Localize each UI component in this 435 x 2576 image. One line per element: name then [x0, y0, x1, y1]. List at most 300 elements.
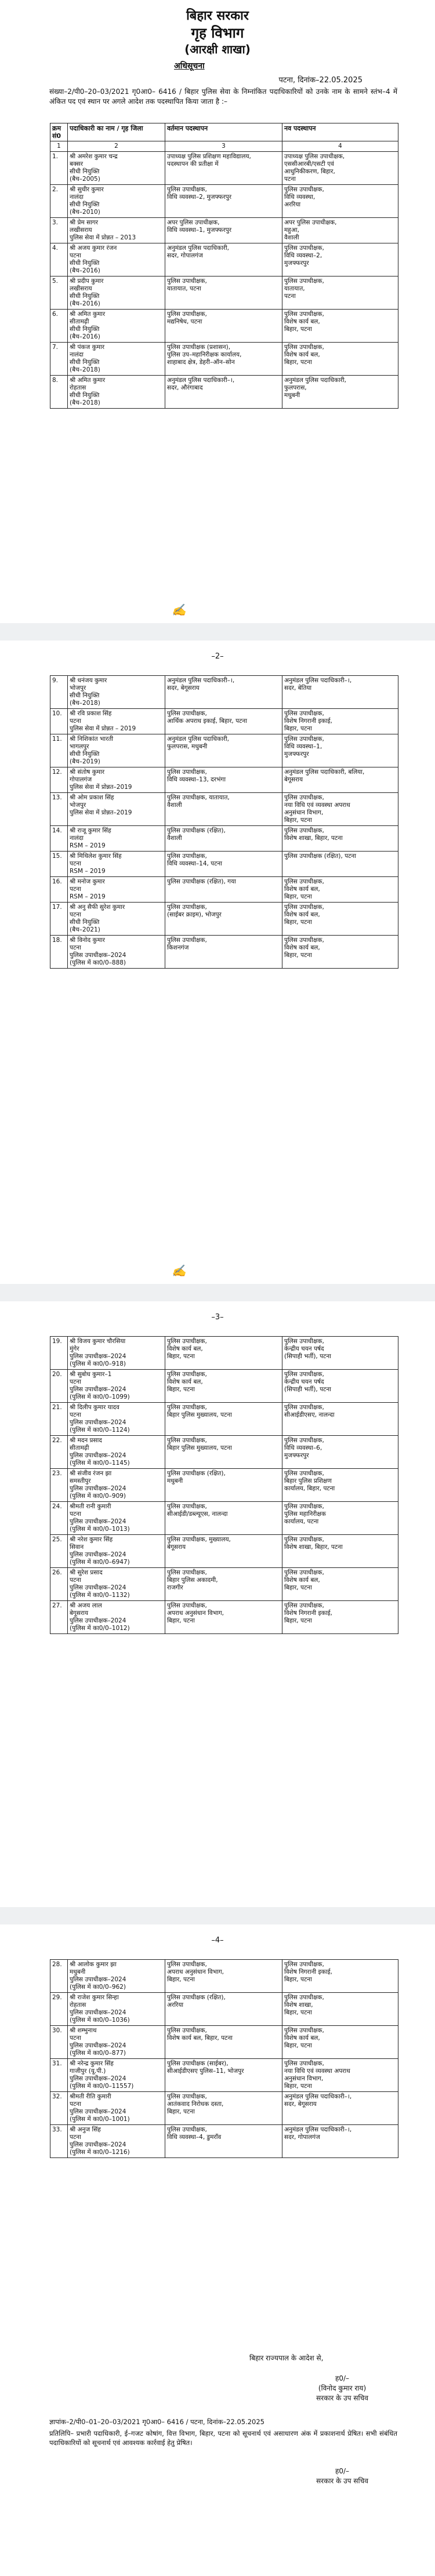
table-row	[50, 1403, 398, 1436]
govt-title: बिहार सरकार	[186, 9, 249, 23]
signature-block	[290, 2374, 394, 2403]
table-row	[50, 243, 398, 276]
cell-line: श्री आलोक कुमार झा	[70, 1961, 117, 1968]
cell-line: सीधी नियुक्ति	[70, 919, 100, 926]
cell-line: विशेष कार्य बल,	[284, 944, 320, 951]
cell-line: पुलिस महानिरीक्षक	[284, 1511, 326, 1518]
column-number: 3	[165, 141, 282, 152]
signature-mark: ह0/–	[335, 2374, 350, 2382]
date-line: पटना, दिनांक–22.05.2025	[278, 76, 362, 85]
cell-line: बिहार, पटना	[284, 952, 312, 959]
cell-line: पुलिस उपाधीक्षक (रक्षित), पटना	[284, 853, 356, 860]
cell-line: बिहार, पटना	[167, 1976, 195, 1983]
cell-line: सीधी नियुक्ति	[70, 751, 100, 758]
row-serial: 21.	[50, 1403, 68, 1436]
cell-line: पुलिस उपाधीक्षक,	[284, 311, 324, 318]
table-row	[50, 1568, 398, 1601]
cell-line: पुलिस उपाधीक्षक,	[167, 1404, 207, 1411]
officer-name-cell	[68, 1469, 165, 1502]
posting-table-page-4	[50, 1959, 398, 2158]
cell-line: बिहार पुलिस मुख्यालय, पटना	[167, 1411, 232, 1418]
current-posting-cell	[165, 826, 282, 852]
current-posting-cell	[165, 1601, 282, 1634]
header-sn: क्रम सं0	[50, 123, 68, 141]
table-row	[50, 276, 398, 310]
cell-line: अपराध अनुसंधान विभाग,	[167, 1969, 224, 1975]
cell-line: विशेष निगरानी इकाई,	[284, 1969, 332, 1975]
new-posting-cell	[282, 877, 398, 903]
cell-line: (पुलिस में का0/0–1099)	[70, 1393, 130, 1400]
row-serial: 16.	[50, 877, 68, 903]
new-posting-cell	[282, 2059, 398, 2092]
initials-mark: ✍	[172, 603, 186, 617]
new-posting-cell	[282, 936, 398, 969]
row-serial: 3.	[50, 218, 68, 243]
cell-line: (पुलिस में का0/0–1012)	[70, 1625, 130, 1632]
cell-line: शाहाबाद क्षेत्र, डेहरी–ऑन–सोन	[167, 359, 235, 366]
cell-line: विधि व्यवस्था–1, मुजफ्फरपुर	[167, 227, 232, 234]
cell-line: अनुमंडल पुलिस पदाधिकारी–।,	[284, 2093, 352, 2100]
current-posting-cell	[165, 343, 282, 376]
cell-line: (पुलिस में का0/0–6947)	[70, 1559, 130, 1566]
cell-line: पुलिस उपाधीक्षक,	[167, 278, 207, 285]
row-serial: 28.	[50, 1960, 68, 1993]
posting-table-page-1	[50, 123, 398, 409]
table-row	[50, 1370, 398, 1403]
officer-name-cell	[68, 877, 165, 903]
cell-line: सदर, बेगूसराय	[284, 2101, 317, 2108]
cell-line: विशेष कार्य बल,	[284, 351, 320, 358]
cell-line: मुजफ्फरपुर	[284, 1452, 309, 1459]
cell-line: वैशाली	[167, 802, 182, 809]
officer-name-cell	[68, 936, 165, 969]
cell-line: कार्यालय, बिहार, पटना	[284, 1485, 335, 1492]
cell-line: किशनगंज	[167, 944, 189, 951]
row-serial: 13.	[50, 793, 68, 826]
cell-line: सिवान	[70, 1544, 84, 1551]
cell-line: श्री राजू कुमार सिंह	[70, 827, 111, 834]
table-row	[50, 1960, 398, 1993]
table-row	[50, 376, 398, 409]
page-number: –4–	[211, 1936, 224, 1945]
cell-line: श्री अजय लाल	[70, 1602, 102, 1609]
table-row	[50, 877, 398, 903]
cell-line: विधि व्यवस्था–1,	[284, 743, 322, 750]
cell-line: पुलिस उपाधीक्षक,	[284, 736, 324, 743]
cell-line: पुलिस उपाधीक्षक,	[167, 1602, 207, 1609]
current-posting-cell	[165, 2092, 282, 2125]
column-number-row	[50, 141, 398, 152]
cell-line: विशेष कार्य बल,	[167, 1378, 203, 1385]
cell-line: (बैच–2005)	[70, 176, 100, 183]
cell-line: श्रीमती रीति कुमारी	[70, 2093, 111, 2100]
cell-line: विशेष कार्य बल,	[284, 318, 320, 325]
cell-line: पुलिस उपाधीक्षक,	[167, 1961, 207, 1968]
cell-line: बिहार, पटना	[167, 1353, 195, 1360]
cell-line: पुलिस उपाधीक्षक,	[167, 853, 207, 860]
cell-line: नया विधि एवं व्यवस्था अपराध	[284, 2068, 350, 2075]
cell-line: पुलिस उपाधीक्षक,	[167, 904, 207, 911]
cell-line: श्री अनु सैफी सुरेश कुमार	[70, 904, 125, 911]
current-posting-cell	[165, 2125, 282, 2158]
row-serial: 4.	[50, 243, 68, 276]
cell-line: अनुमंडल पुलिस पदाधिकारी–।,	[284, 2126, 352, 2133]
cell-line: कार्यालय, पटना	[284, 1518, 319, 1525]
current-posting-cell	[165, 1502, 282, 1535]
cell-line: बिहार, पटना	[284, 2042, 312, 2049]
cell-line: मुंगेर	[70, 1345, 79, 1352]
officer-name-cell	[68, 2125, 165, 2158]
new-posting-cell	[282, 2026, 398, 2059]
cell-line: (पुलिस में का0/0–11557)	[70, 2083, 134, 2090]
officer-name-cell	[68, 1370, 165, 1403]
cell-line: पुलिस उपाधीक्षक,	[284, 904, 324, 911]
officer-name-cell	[68, 2092, 165, 2125]
new-posting-cell	[282, 1370, 398, 1403]
new-posting-cell	[282, 152, 398, 185]
cell-line: पुलिस उपाधीक्षक–2024	[70, 1386, 126, 1393]
cell-line: श्री विजय कुमार चौरसिया	[70, 1338, 126, 1345]
cell-line: पुलिस उपाधीक्षक,	[284, 245, 324, 252]
cell-line: उपाध्यक्ष पुलिस उपाधीक्षक,	[284, 153, 345, 160]
cell-line: एससीआरबी/एसटी एवं	[284, 161, 334, 168]
cell-line: श्री रवि प्रकाश सिंह	[70, 710, 112, 717]
cell-line: श्री अमरेश कुमार चन्द्र	[70, 153, 118, 160]
officer-name-cell	[68, 903, 165, 936]
cell-line: पुलिस उपाधीक्षक,	[284, 1536, 324, 1543]
cell-line: श्री नरेश कुमार सिंह	[70, 1536, 113, 1543]
cell-line: बिहार पुलिस प्रशिक्षण	[284, 1478, 332, 1485]
current-posting-cell	[165, 1370, 282, 1403]
new-posting-cell	[282, 310, 398, 343]
current-posting-cell	[165, 1960, 282, 1993]
row-serial: 31.	[50, 2059, 68, 2092]
officer-name-cell	[68, 152, 165, 185]
cell-line: (सिपाही भर्ती), पटना	[284, 1386, 331, 1393]
cell-line: बिहार, पटना	[167, 2108, 195, 2115]
cell-line: (पुलिस में का0/0–877)	[70, 2050, 126, 2057]
cell-line: पुलिस उपाधीक्षक,	[167, 769, 207, 776]
cell-line: नालंदा	[70, 194, 84, 201]
new-posting-cell	[282, 343, 398, 376]
table-row	[50, 218, 398, 243]
cell-line: श्री निशिकांत भारती	[70, 736, 114, 743]
header-current: वर्तमान पदस्थापन	[165, 123, 282, 141]
new-posting-cell	[282, 2125, 398, 2158]
cell-line: नालंदा	[70, 351, 84, 358]
cell-line: पुलिस उपाधीक्षक,	[284, 827, 324, 834]
new-posting-cell	[282, 1436, 398, 1469]
officer-name-cell	[68, 218, 165, 243]
cell-line: पुलिस उपाधीक्षक,	[284, 1371, 324, 1378]
cell-line: पुलिस उपाधीक्षक–2024	[70, 1419, 126, 1426]
table-row	[50, 734, 398, 767]
cell-line: श्री पंकज कुमार	[70, 344, 105, 351]
cell-line: पटना	[284, 176, 296, 183]
cell-line: श्री प्रदीप कुमार	[70, 278, 104, 285]
cell-line: मधुबनी	[70, 1969, 86, 1975]
new-posting-cell	[282, 903, 398, 936]
cell-line: पुलिस उपाधीक्षक–2024	[70, 1353, 126, 1360]
cell-line: (पुलिस में का0/0–909)	[70, 1493, 126, 1500]
table-row	[50, 152, 398, 185]
cell-line: (बैच–2016)	[70, 333, 100, 340]
cell-line: विधि व्यवस्था–2,	[284, 252, 322, 259]
cell-line: सीधी नियुक्ति	[70, 260, 100, 267]
cell-line: बिहार, पटना	[167, 1617, 195, 1624]
signatory-title: सरकार के उप सचिव	[316, 2394, 368, 2402]
cell-line: (पुलिस में का0/0–1145)	[70, 1460, 130, 1467]
officer-name-cell	[68, 826, 165, 852]
branch-title: (आरक्षी शाखा)	[184, 42, 251, 56]
cell-line: विशेष शाखा, बिहार, पटना	[284, 1544, 343, 1551]
cell-line: श्री राजेश कुमार सिन्हा	[70, 1994, 119, 2001]
cell-line: पुलिस उपाधीक्षक–2024	[70, 1485, 126, 1492]
officer-name-cell	[68, 1601, 165, 1634]
column-number: 4	[282, 141, 398, 152]
cell-line: (सिपाही भर्ती), पटना	[284, 1353, 331, 1360]
cell-line: बिहार, पटना	[284, 817, 312, 824]
row-serial: 17.	[50, 903, 68, 936]
current-posting-cell	[165, 376, 282, 409]
current-posting-cell	[165, 852, 282, 877]
cell-line: मुजफ्फरपुर	[284, 260, 309, 267]
cell-line: पुलिस उपाधीक्षक–2024	[70, 2075, 126, 2082]
cell-line: विधि व्यवस्था–14, पटना	[167, 860, 222, 867]
row-serial: 23.	[50, 1469, 68, 1502]
table-row	[50, 1337, 398, 1370]
officer-name-cell	[68, 276, 165, 310]
cell-line: अनुमंडल पुलिस पदाधिकारी,	[167, 736, 230, 743]
new-posting-cell	[282, 852, 398, 877]
new-posting-cell	[282, 185, 398, 218]
cell-line: पुलिस उपाधीक्षक,	[284, 278, 324, 285]
cell-line: (बैच–2021)	[70, 926, 100, 933]
cell-line: लखीसराय	[70, 285, 92, 292]
officer-name-cell	[68, 676, 165, 709]
cell-line: श्री धनंजय कुमार	[70, 677, 107, 684]
row-serial: 30.	[50, 2026, 68, 2059]
new-posting-cell	[282, 676, 398, 709]
cell-line: पुलिस उपाधीक्षक (रक्षित), गया	[167, 878, 236, 885]
row-serial: 15.	[50, 852, 68, 877]
page-gap	[0, 1284, 435, 1301]
cell-line: पुलिस उपाधीक्षक–2024	[70, 952, 126, 959]
cell-line: श्री अमित कुमार	[70, 377, 106, 384]
cell-line: सीतामढ़ी	[70, 1445, 89, 1451]
current-posting-cell	[165, 152, 282, 185]
cell-line: पुलिस उपाधीक्षक (साईबर),	[167, 2060, 229, 2067]
row-serial: 11.	[50, 734, 68, 767]
cell-line: पुलिस उपाधीक्षक–2024	[70, 1976, 126, 1983]
officer-name-cell	[68, 1960, 165, 1993]
cell-line: विशेष शाखा,	[284, 2002, 313, 2009]
current-posting-cell	[165, 1403, 282, 1436]
table-row	[50, 185, 398, 218]
new-posting-cell	[282, 793, 398, 826]
cell-line: महुआ,	[284, 227, 299, 234]
cell-line: (पुलिस में का0/0–1036)	[70, 2017, 130, 2024]
cell-line: सीधी नियुक्ति	[70, 326, 100, 333]
cell-line: अनुमंडल पुलिस पदाधिकारी, बलिया,	[284, 769, 365, 776]
cell-line: भोजपुर	[70, 685, 86, 692]
cell-line: (पुलिस में का0/0–1013)	[70, 1526, 130, 1533]
new-posting-cell	[282, 826, 398, 852]
cell-line: (बैच–2018)	[70, 399, 100, 406]
cell-line: पुलिस उपाधीक्षक,	[284, 1569, 324, 1576]
row-serial: 2.	[50, 185, 68, 218]
table-row	[50, 1535, 398, 1568]
cell-line: श्री प्रेम सागर	[70, 219, 99, 226]
officer-name-cell	[68, 1436, 165, 1469]
cell-line: श्री विनोद कुमार	[70, 937, 105, 944]
cell-line: अनुमंडल पुलिस पदाधिकारी,	[284, 377, 347, 384]
cell-line: पुलिस उपाधीक्षक,	[284, 2060, 324, 2067]
row-serial: 22.	[50, 1436, 68, 1469]
cell-line: अनुसंधान विभाग,	[284, 2075, 324, 2082]
cell-line: पटना	[70, 1411, 81, 1418]
cell-line: पुलिस उपाधीक्षक,	[284, 1338, 324, 1345]
cell-line: बिहार, पटना	[284, 1584, 312, 1591]
row-serial: 8.	[50, 376, 68, 409]
cell-line: पुलिस उपाधीक्षक,	[167, 2027, 207, 2034]
cell-line: पुलिस उपाधीक्षक,	[167, 710, 207, 717]
cell-line: सीधी नियुक्ति	[70, 201, 100, 208]
cell-line: सदर, औरंगाबाद	[167, 384, 203, 391]
cell-line: अररिया	[284, 201, 301, 208]
table-row	[50, 852, 398, 877]
cell-line: पुलिस उपाधीक्षक,	[167, 1503, 207, 1510]
cell-line: अररिया	[167, 2002, 184, 2009]
cell-line: (पुलिस में का0/0–888)	[70, 959, 126, 966]
column-number: 2	[68, 141, 165, 152]
cell-line: श्री ओम प्रकाश सिंह	[70, 794, 114, 801]
header-name: पदाधिकारी का नाम / गृह जिला	[68, 123, 165, 141]
row-serial: 33.	[50, 2125, 68, 2158]
cell-line: RSM – 2019	[70, 893, 106, 900]
cell-line: सदर, गोपालगंज	[284, 2134, 320, 2141]
cell-line: बेगूसराय	[167, 1544, 186, 1551]
cell-line: पटना	[70, 944, 81, 951]
new-posting-cell	[282, 218, 398, 243]
officer-name-cell	[68, 767, 165, 793]
cell-line: पुलिस उपाधीक्षक,	[284, 1437, 324, 1444]
cell-line: (पुलिस में का0/0–962)	[70, 1984, 126, 1991]
table-row	[50, 1436, 398, 1469]
cell-line: पुलिस सेवा में प्रोन्नत – 2013	[70, 234, 136, 241]
cell-line: पुलिस उपाधीक्षक,	[284, 1994, 324, 2001]
cell-line: बिहार, पटना	[284, 2009, 312, 2016]
cell-line: पटना	[284, 293, 296, 300]
cell-line: पुलिस उपाधीक्षक,	[284, 2027, 324, 2034]
current-posting-cell	[165, 936, 282, 969]
cell-line: पदस्थापन की प्रतीक्षा में	[167, 161, 219, 168]
cell-line: सीधी नियुक्ति	[70, 168, 100, 175]
cell-line: बिहार, पटना	[284, 919, 312, 926]
cell-line: (पुलिस में का0/0–1001)	[70, 2116, 130, 2123]
cell-line: सीआईडीएसए पुलिस–11, भोजपुर	[167, 2068, 244, 2075]
cell-line: पुलिस उपाधीक्षक–2024	[70, 2108, 126, 2115]
current-posting-cell	[165, 218, 282, 243]
cell-line: (बैच–2019)	[70, 758, 100, 765]
cell-line: पटना	[70, 860, 81, 867]
cell-line: पुलिस उपाधीक्षक,	[167, 937, 207, 944]
cell-line: आर्थिक अपराध इकाई, बिहार, पटना	[167, 718, 247, 725]
current-posting-cell	[165, 734, 282, 767]
row-serial: 7.	[50, 343, 68, 376]
cell-line: वैशाली	[167, 835, 182, 842]
cell-line: श्री मिथिलेश कुमार सिंह	[70, 853, 122, 860]
cell-line: श्री नरेन्द्र कुमार सिंह	[70, 2060, 114, 2067]
table-row	[50, 2026, 398, 2059]
notification-heading: अधिसूचना	[174, 61, 205, 71]
cell-line: विधि व्यवस्था–2, मुजफ्फरपुर	[167, 194, 232, 201]
cell-line: मधुबनी	[284, 392, 300, 399]
cell-line: बिहार, पटना	[284, 893, 312, 900]
cell-line: विधि व्यवस्था–13, दरभंगा	[167, 776, 226, 783]
new-posting-cell	[282, 276, 398, 310]
cell-line: पुलिस उपाधीक्षक,	[284, 710, 324, 717]
table-row	[50, 709, 398, 734]
cell-line: पटना	[70, 1511, 81, 1518]
officer-name-cell	[68, 1993, 165, 2026]
cell-line: यातायात, पटना	[167, 285, 201, 292]
row-serial: 26.	[50, 1568, 68, 1601]
current-posting-cell	[165, 1568, 282, 1601]
cell-line: पुलिस उपाधीक्षक (रक्षित),	[167, 827, 226, 834]
cell-line: श्री संजीव रंजन झा	[70, 1470, 112, 1477]
current-posting-cell	[165, 2026, 282, 2059]
cell-line: रोहतास	[70, 384, 86, 391]
officer-name-cell	[68, 243, 165, 276]
new-posting-cell	[282, 1535, 398, 1568]
column-number: 1	[50, 141, 68, 152]
cell-line: पटना	[70, 252, 81, 259]
current-posting-cell	[165, 903, 282, 936]
row-serial: 5.	[50, 276, 68, 310]
cell-line: बिहार, पटना	[284, 1976, 312, 1983]
current-posting-cell	[165, 877, 282, 903]
new-posting-cell	[282, 1502, 398, 1535]
cell-line: विधि व्यवस्था–4, डुमराँव	[167, 2134, 222, 2141]
cell-line: पुलिस सेवा में प्रोन्नत–2019	[70, 809, 132, 816]
cell-line: (पुलिस में का0/0–918)	[70, 1360, 126, 1367]
cell-line: लखीसराय	[70, 227, 92, 234]
officer-name-cell	[68, 734, 165, 767]
cell-line: राजगीर	[167, 1584, 183, 1591]
cell-line: वैशाली	[284, 234, 299, 241]
cell-line: बेगूसराय	[284, 776, 303, 783]
cell-line: रोहतास	[70, 2002, 86, 2009]
new-posting-cell	[282, 767, 398, 793]
row-serial: 9.	[50, 676, 68, 709]
cell-line: श्री मदन प्रसाद	[70, 1437, 102, 1444]
cell-line: बिहार, पटना	[167, 1386, 195, 1393]
row-serial: 12.	[50, 767, 68, 793]
cell-line: बेगूसराय	[70, 1610, 89, 1617]
cell-line: विशेष शाखा, बिहार, पटना	[284, 835, 343, 842]
cell-line: पुलिस उपाधीक्षक,	[284, 937, 324, 944]
table-header-row	[50, 123, 398, 141]
new-posting-cell	[282, 734, 398, 767]
cell-line: अनुसंधान विभाग,	[284, 809, 324, 816]
new-posting-cell	[282, 1469, 398, 1502]
signature-block-2	[290, 2466, 394, 2486]
cell-line: पुलिस उपाधीक्षक,	[167, 2093, 207, 2100]
table-row	[50, 2059, 398, 2092]
posting-table-page-2	[50, 675, 398, 969]
new-posting-cell	[282, 1403, 398, 1436]
